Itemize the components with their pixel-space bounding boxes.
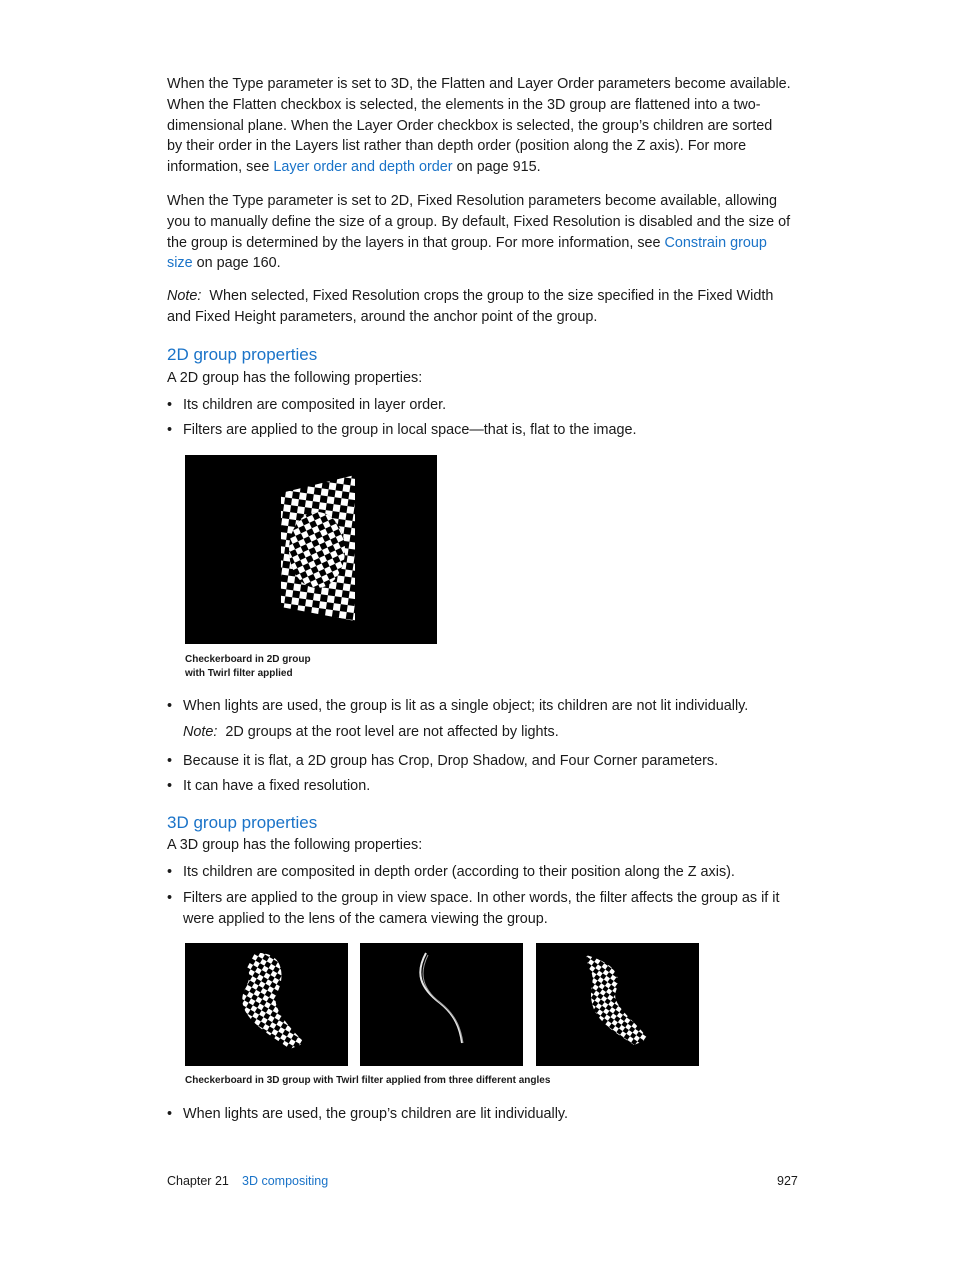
bullet-dot: • [167,890,173,906]
link-layer-order[interactable]: Layer order and depth order [273,159,453,176]
list-item [167,420,807,441]
figure-checkerboard-3d-angle-2 [360,943,523,1066]
bullet-dot: • [167,778,173,794]
note-label: Note: [167,288,202,304]
bullet-dot: • [167,397,173,413]
list-item [167,696,807,717]
list-item [167,751,807,772]
text-line: When the Type parameter is set to 3D, the Flatten and Layer Order parameters become available. [167,76,791,92]
figure-checkerboard-3d-angle-1 [185,943,348,1066]
text-line: you to manually define the size of a group. By default, Fixed Resolution is disabled and the size of [167,213,791,230]
text-line [167,233,802,254]
list-item [167,888,807,930]
text-span: 2D groups at the root level are not affected by lights. [217,724,559,740]
link-constrain-group-size[interactable]: Constrain group [664,234,767,251]
intro-3d: A 3D group has the following properties: [167,837,423,853]
list-item-text: Filters are applied to the group in local space—that is, flat to the image. [183,422,637,438]
figure-caption-3d: Checkerboard in 3D group with Twirl filter applied from three different angles [185,1075,551,1086]
list-item [167,862,807,883]
checkerboard-3d-angled-image [536,943,699,1066]
bullet-dot: • [167,1106,173,1122]
checkerboard-twirl-image [185,455,437,644]
list-item [167,776,807,797]
figure-checkerboard-2d [185,455,437,644]
text-line [167,253,802,274]
note-root-level-lights [183,722,559,743]
list-item-text: It can have a fixed resolution. [183,778,371,794]
list-item-text [183,888,807,930]
heading-2d-group-properties: 2D group properties [167,345,318,364]
figure-checkerboard-3d-angle-3 [536,943,699,1066]
list-item [167,395,807,416]
text-span: on page 915. [452,159,541,176]
text-line: and Fixed Height parameters, around the anchor point of the group. [167,308,598,325]
bullet-dot: • [167,864,173,880]
text-line: were applied to the lens of the camera viewing the group. [183,910,548,927]
checkerboard-3d-edge-image [360,943,523,1066]
caption-line: with Twirl filter applied [185,668,293,679]
footer-page-number: 927 [777,1174,798,1188]
text-line: When the Type parameter is set to 2D, Fixed Resolution parameters become available, allowing [167,193,778,209]
text-line: by their order in the Layers list rather than depth order (position along the Z axis). For more [167,138,747,155]
text-span: the group is determined by the layers in that group. For more information, see [167,234,665,251]
bullet-dot: • [167,422,173,438]
list-item [167,1104,807,1125]
checkerboard-3d-image [185,943,348,1066]
caption-line: Checkerboard in 2D group [185,654,311,665]
list-item-text: Its children are composited in depth order (according to their position along the Z axis). [183,864,735,880]
text-line [167,286,802,307]
text-span: on page 160. [192,255,281,272]
list-item-text: Because it is flat, a 2D group has Crop, Drop Shadow, and Four Corner parameters. [183,753,719,769]
intro-2d: A 2D group has the following properties: [167,370,423,386]
bullet-dot: • [167,698,173,714]
list-item-text: When lights are used, the group’s children are lit individually. [183,1106,569,1122]
text-line: Filters are applied to the group in view space. In other words, the filter affects the group as if it [183,890,780,906]
bullet-dot: • [167,753,173,769]
heading-3d-group-properties: 3D group properties [167,813,318,832]
paragraph-type-2d [167,191,802,274]
text-line [167,157,802,178]
text-span: When selected, Fixed Resolution crops the group to the size specified in the Fixed Width [201,288,774,304]
text-span: information, see [167,159,274,176]
note-fixed-resolution [167,286,802,328]
text-line: When the Flatten checkbox is selected, the elements in the 3D group are flattened into a two- [167,96,761,113]
footer-chapter-title-link[interactable]: 3D compositing [242,1174,329,1188]
paragraph-type-3d [167,74,802,178]
list-item-text: When lights are used, the group is lit as a single object; its children are not lit individually. [183,698,749,714]
list-item-text: Its children are composited in layer order. [183,397,447,413]
link-constrain-group-size-cont[interactable]: size [167,255,193,272]
note-label: Note: [183,724,218,740]
text-line: dimensional plane. When the Layer Order checkbox is selected, the group’s children are sorted [167,117,773,134]
figure-caption-2d [185,653,311,681]
footer-chapter: Chapter 21 [167,1174,229,1188]
